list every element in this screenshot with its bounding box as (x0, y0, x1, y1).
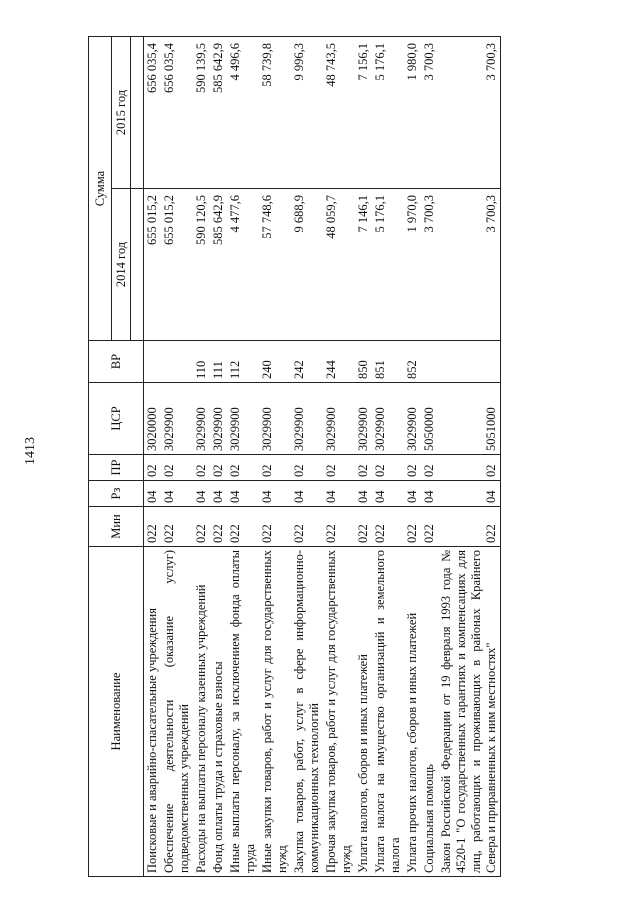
row-sum-2015: 4 496,6 (227, 37, 259, 189)
row-pr: 02 (291, 455, 323, 481)
row-sum-2015: 585 642,9 (210, 37, 227, 189)
row-name: Закупка товаров, работ, услуг в сфере информационно-коммуникационных технологий (291, 547, 323, 877)
row-name: Уплата налога на имущество организаций и земельного налога (372, 547, 404, 877)
row-sum-2014: 4 477,6 (227, 189, 259, 341)
page-number: 1413 (23, 437, 38, 465)
header-csr: ЦСР (89, 383, 144, 455)
row-csr: 3029900 (259, 383, 291, 455)
row-name: Фонд оплаты труда и страховые взносы (210, 547, 227, 877)
row-pr: 02 (404, 455, 421, 481)
table-row (259, 37, 291, 877)
row-rz: 04 (372, 481, 404, 507)
row-pr: 02 (372, 455, 404, 481)
row-sum-2014: 590 120,5 (193, 189, 210, 341)
table-row (227, 37, 259, 877)
row-csr: 3029900 (210, 383, 227, 455)
row-sum-2015: 656 035,4 (144, 37, 162, 189)
row-sum-2015: 3 700,3 (438, 37, 501, 189)
row-name: Расходы на выплаты персоналу казенных учреждений (193, 547, 210, 877)
row-sum-2014: 57 748,6 (259, 189, 291, 341)
row-rz: 04 (291, 481, 323, 507)
row-rz: 04 (355, 481, 372, 507)
row-csr: 5051000 (438, 383, 501, 455)
row-name: Иные закупки товаров, работ и услуг для государственных нужд (259, 547, 291, 877)
row-vr: 242 (291, 341, 323, 383)
row-vr: 851 (372, 341, 404, 383)
row-rz: 04 (161, 481, 193, 507)
row-vr: 852 (404, 341, 421, 383)
row-sum-2015: 590 139,5 (193, 37, 210, 189)
table-row (355, 37, 372, 877)
row-min: 022 (193, 507, 210, 547)
row-vr: 244 (323, 341, 355, 383)
header-pr: ПР (89, 455, 144, 481)
row-rz: 04 (193, 481, 210, 507)
row-sum-2014: 1 970,0 (404, 189, 421, 341)
table-row (438, 37, 501, 877)
row-vr (144, 341, 162, 383)
table-row (144, 37, 162, 877)
row-name: Уплата налогов, сборов и иных платежей (355, 547, 372, 877)
row-csr: 3020000 (144, 383, 162, 455)
row-rz: 04 (144, 481, 162, 507)
row-sum-2014: 655 015,2 (144, 189, 162, 341)
row-csr: 3029900 (323, 383, 355, 455)
row-sum-2015: 5 176,1 (372, 37, 404, 189)
row-sum-2015: 656 035,4 (161, 37, 193, 189)
row-name: Поисковые и аварийно-спасательные учреждения (144, 547, 162, 877)
row-sum-2015: 3 700,3 (421, 37, 438, 189)
row-rz: 04 (421, 481, 438, 507)
budget-table-sheet (88, 37, 538, 877)
row-sum-2015: 48 743,5 (323, 37, 355, 189)
table-row (161, 37, 193, 877)
row-sum-2014: 7 146,1 (355, 189, 372, 341)
row-min: 022 (438, 507, 501, 547)
row-pr: 02 (323, 455, 355, 481)
row-rz: 04 (259, 481, 291, 507)
table-header (89, 37, 144, 877)
row-min: 022 (144, 507, 162, 547)
row-min: 022 (259, 507, 291, 547)
table-row (210, 37, 227, 877)
header-year-2015: 2015 год (112, 37, 131, 189)
row-min: 022 (291, 507, 323, 547)
rotated-page (88, 37, 538, 877)
header-rz: Рз (89, 481, 144, 507)
header-spacer-2015 (131, 37, 144, 189)
row-pr: 02 (210, 455, 227, 481)
row-sum-2015: 9 996,3 (291, 37, 323, 189)
row-name: Обеспечение деятельности (оказание услуг) подведомственных учреждений (161, 547, 193, 877)
row-name: Закон Российской Федерации от 19 февраля 1993 года № 4520-1 "О государственных гарантиях и компенсациях для лиц, работающих и проживающих в районах Крайнего Севера и приравненных к ним местностях" (438, 547, 501, 877)
row-rz: 04 (210, 481, 227, 507)
row-rz: 04 (227, 481, 259, 507)
row-sum-2014: 3 700,3 (438, 189, 501, 341)
row-min: 022 (355, 507, 372, 547)
row-vr: 240 (259, 341, 291, 383)
row-sum-2014: 655 015,2 (161, 189, 193, 341)
row-vr: 112 (227, 341, 259, 383)
row-pr: 02 (227, 455, 259, 481)
table-row (193, 37, 210, 877)
row-min: 022 (404, 507, 421, 547)
row-name: Иные выплаты персоналу, за исключением фонда оплаты труда (227, 547, 259, 877)
budget-table (88, 36, 501, 877)
row-csr: 3029900 (193, 383, 210, 455)
table-row (323, 37, 355, 877)
row-csr: 3029900 (291, 383, 323, 455)
row-sum-2014: 48 059,7 (323, 189, 355, 341)
row-vr (438, 341, 501, 383)
row-pr: 02 (144, 455, 162, 481)
header-min: Мин (89, 507, 144, 547)
row-csr: 3029900 (227, 383, 259, 455)
row-vr: 111 (210, 341, 227, 383)
row-sum-2015: 1 980,0 (404, 37, 421, 189)
row-pr: 02 (161, 455, 193, 481)
row-csr: 3029900 (355, 383, 372, 455)
row-vr: 850 (355, 341, 372, 383)
row-csr: 3029900 (372, 383, 404, 455)
row-vr (421, 341, 438, 383)
row-sum-2014: 9 688,9 (291, 189, 323, 341)
row-min: 022 (323, 507, 355, 547)
table-body (144, 37, 501, 877)
row-name: Прочая закупка товаров, работ и услуг для государственных нужд (323, 547, 355, 877)
row-sum-2015: 7 156,1 (355, 37, 372, 189)
row-sum-2014: 3 700,3 (421, 189, 438, 341)
table-row (404, 37, 421, 877)
row-min: 022 (372, 507, 404, 547)
row-sum-2015: 58 739,8 (259, 37, 291, 189)
header-vr: ВР (89, 341, 144, 383)
table-row (291, 37, 323, 877)
row-pr: 02 (355, 455, 372, 481)
row-min: 022 (210, 507, 227, 547)
header-year-2014: 2014 год (112, 189, 131, 341)
row-rz: 04 (323, 481, 355, 507)
row-sum-2014: 585 642,9 (210, 189, 227, 341)
row-min: 022 (227, 507, 259, 547)
row-name: Социальная помощь (421, 547, 438, 877)
row-rz: 04 (404, 481, 421, 507)
row-csr: 5050000 (421, 383, 438, 455)
table-row (421, 37, 438, 877)
row-name: Уплата прочих налогов, сборов и иных платежей (404, 547, 421, 877)
header-spacer-2014 (131, 189, 144, 341)
row-vr (161, 341, 193, 383)
row-pr: 02 (421, 455, 438, 481)
row-min: 022 (421, 507, 438, 547)
row-rz: 04 (438, 481, 501, 507)
row-vr: 110 (193, 341, 210, 383)
row-sum-2014: 5 176,1 (372, 189, 404, 341)
row-csr: 3029900 (404, 383, 421, 455)
row-pr: 02 (259, 455, 291, 481)
row-pr: 02 (193, 455, 210, 481)
row-min: 022 (161, 507, 193, 547)
header-name: Наименование (89, 547, 144, 877)
header-sum: Сумма (89, 37, 112, 341)
table-row (372, 37, 404, 877)
row-pr: 02 (438, 455, 501, 481)
row-csr: 3029900 (161, 383, 193, 455)
